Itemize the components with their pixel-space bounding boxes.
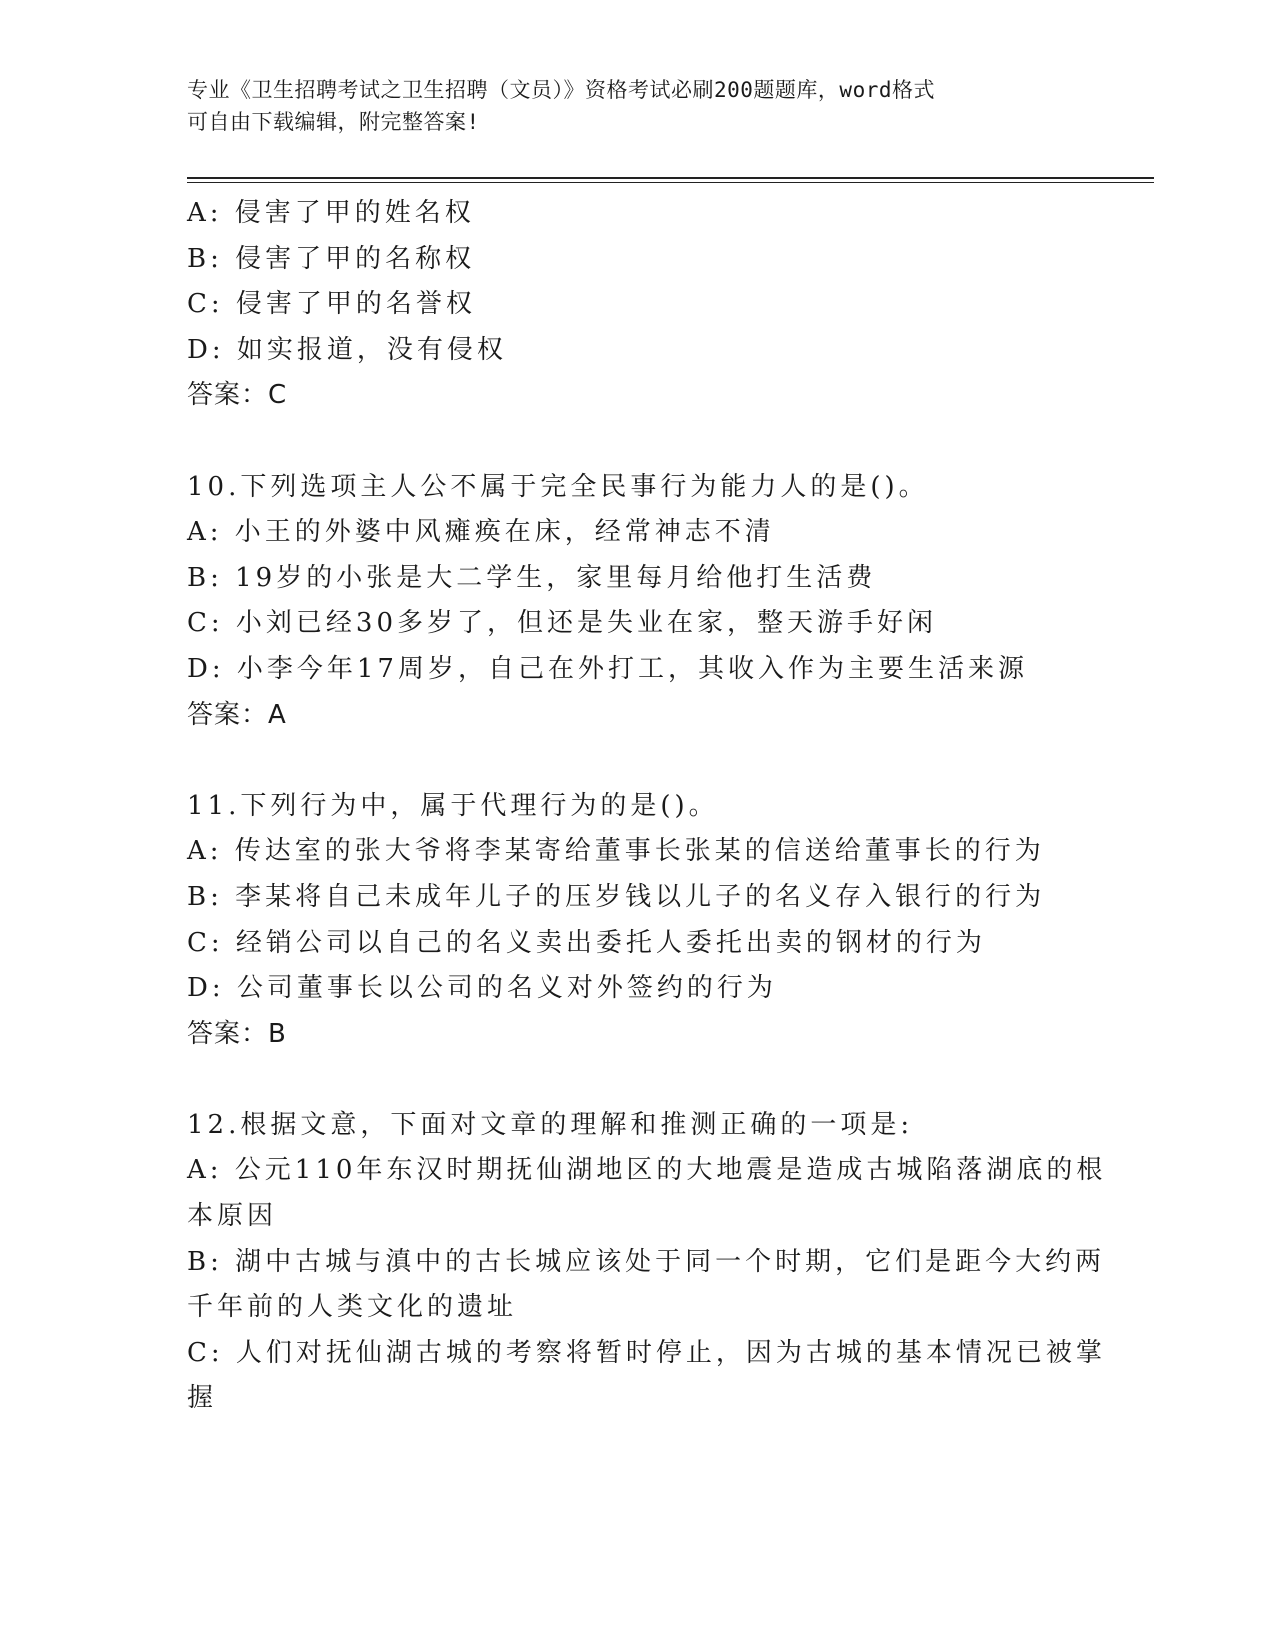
question-12 bbox=[187, 1103, 1107, 1422]
spacer bbox=[187, 419, 1087, 465]
option-c-line-2: 握 bbox=[187, 1383, 218, 1414]
header-divider-thick bbox=[187, 177, 1154, 179]
answer-line: 答案：C bbox=[187, 380, 288, 411]
option-c: C: 小刘已经30多岁了，但还是失业在家，整天游手好闲 bbox=[187, 608, 938, 639]
spacer bbox=[187, 1057, 1087, 1103]
question-10 bbox=[187, 465, 1087, 739]
option-a: A: 侵害了甲的姓名权 bbox=[187, 198, 475, 228]
header-divider-thin bbox=[187, 182, 1154, 183]
option-a-line-2: 本原因 bbox=[187, 1201, 278, 1232]
option-d: D: 如实报道，没有侵权 bbox=[187, 334, 507, 365]
option-b-line-1: B: 湖中古城与滇中的古长城应该处于同一个时期，它们是距今大约两 bbox=[187, 1246, 1106, 1277]
option-c-line-1: C: 人们对抚仙湖古城的考察将暂时停止，因为古城的基本情况已被掌 bbox=[187, 1337, 1106, 1368]
question-9-options bbox=[187, 191, 1087, 419]
spacer bbox=[187, 738, 1087, 784]
option-d: D: 公司董事长以公司的名义对外签约的行为 bbox=[187, 973, 777, 1004]
question-11 bbox=[187, 784, 1087, 1058]
option-b: B: 李某将自己未成年儿子的压岁钱以儿子的名义存入银行的行为 bbox=[187, 881, 1046, 912]
option-c: C: 侵害了甲的名誉权 bbox=[187, 289, 476, 320]
option-a-line-1: A: 公元110年东汉时期抚仙湖地区的大地震是造成古城陷落湖底的根 bbox=[187, 1155, 1107, 1186]
option-b-line-2: 千年前的人类文化的遗址 bbox=[187, 1292, 518, 1323]
answer-line: 答案：B bbox=[187, 1018, 287, 1049]
question-stem: 10.下列选项主人公不属于完全民事行为能力人的是()。 bbox=[187, 471, 929, 502]
option-c: C: 经销公司以自己的名义卖出委托人委托出卖的钢材的行为 bbox=[187, 927, 986, 958]
answer-line: 答案：A bbox=[187, 699, 287, 730]
question-list bbox=[187, 191, 1107, 1422]
question-stem: 12.根据文意，下面对文章的理解和推测正确的一项是: bbox=[187, 1109, 914, 1140]
header-line-2: 可自由下载编辑，附完整答案! bbox=[187, 110, 480, 134]
option-b: B: 侵害了甲的名称权 bbox=[187, 243, 476, 274]
question-stem: 11.下列行为中，属于代理行为的是()。 bbox=[187, 790, 719, 821]
option-d: D: 小李今年17周岁，自己在外打工，其收入作为主要生活来源 bbox=[187, 653, 1028, 684]
option-a: A: 小王的外婆中风瘫痪在床，经常神志不清 bbox=[187, 517, 775, 548]
document-header bbox=[187, 74, 1067, 138]
header-line-1: 专业《卫生招聘考试之卫生招聘（文员）》资格考试必刷200题题库，word格式 bbox=[187, 78, 935, 102]
option-b: B: 19岁的小张是大二学生，家里每月给他打生活费 bbox=[187, 562, 877, 593]
option-a: A: 传达室的张大爷将李某寄给董事长张某的信送给董事长的行为 bbox=[187, 836, 1045, 867]
